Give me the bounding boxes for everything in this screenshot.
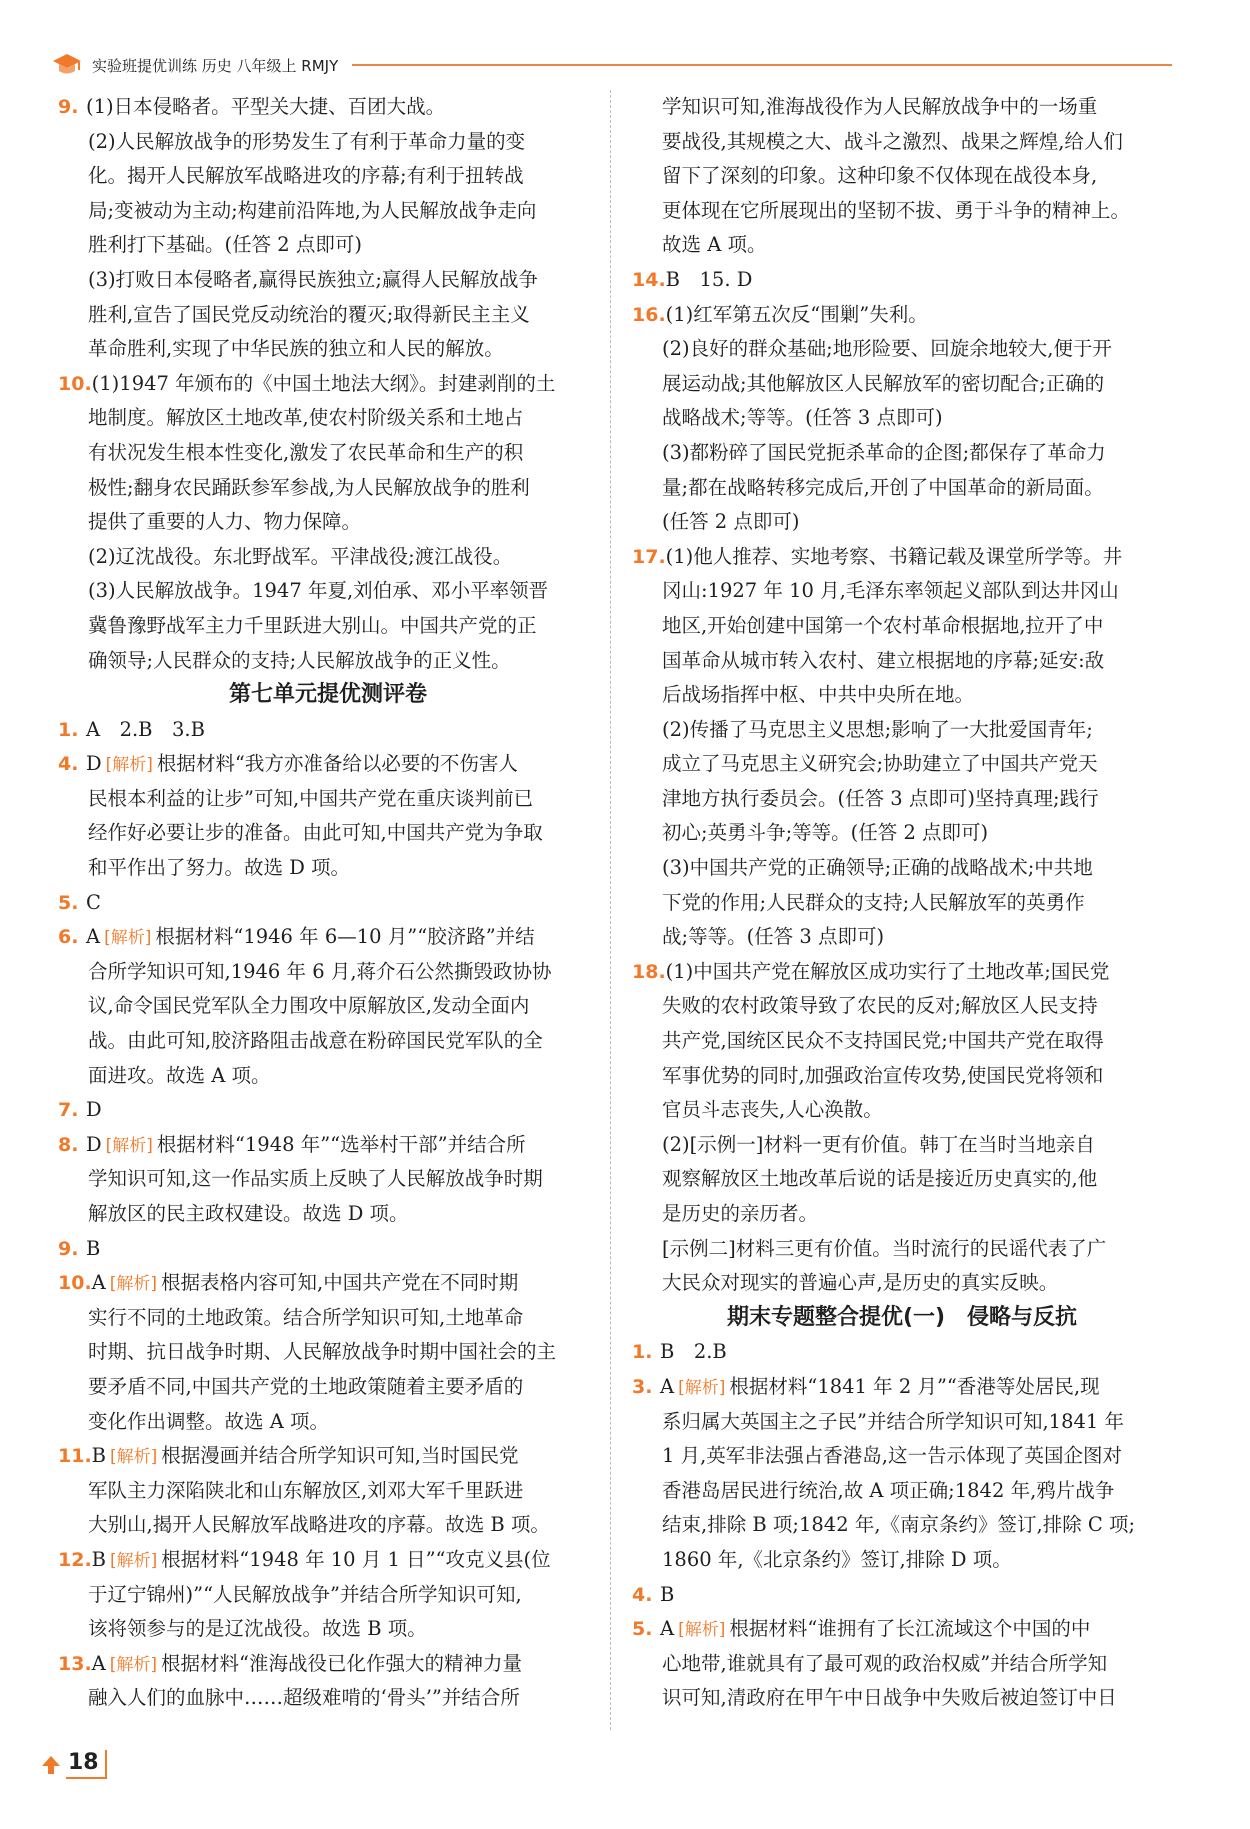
answer-text: A [91,1271,106,1295]
answer-text: 心地带,谁就具有了最可观的政治权威”并结合所学知 [662,1651,1108,1675]
analysis-tag: [解析] [110,1447,158,1468]
answer-text: 更体现在它所展现出的坚韧不拔、勇于斗争的精神上。 [662,198,1131,222]
answer-text: 极性;翻身农民踊跃参军参战,为人民解放战争的胜利 [88,475,530,499]
answer-text: (2)传播了马克思主义思想;影响了一大批爱国青年; [662,717,1093,741]
answer-text: 大民众对现实的普遍心声,是历史的真实反映。 [662,1271,1059,1295]
analysis-text: 根据材料“1948 年”“选举村干部”并结合所 [156,1132,526,1156]
answer-text: (任答 2 点即可) [662,510,800,534]
answer-text: 变化作出调整。故选 A 项。 [88,1409,329,1433]
answer-text: (1)红军第五次反“围剿”失利。 [665,302,928,326]
answer-line [58,194,598,229]
answer-line [632,713,1172,748]
answer-line [58,332,598,367]
answer-line [632,332,1172,367]
analysis-text: 根据材料“1948 年 10 月 1 日”“攻克义县(位 [161,1547,551,1571]
question-number: 11. [58,1445,92,1468]
answer-line [632,1266,1172,1301]
analysis-text: 根据材料“1946 年 6—10 月”“胶济路”并结 [155,925,535,949]
answer-line [58,1335,598,1370]
answer-item [632,955,1172,990]
header-rule [352,64,1172,66]
question-number: 5. [58,891,79,914]
answer-text: 官员斗志丧失,人心涣散。 [662,1098,883,1122]
answer-line [58,1301,598,1336]
answer-text: B [660,1582,675,1606]
question-number: 10. [58,372,92,395]
answer-text: B 2.B [660,1340,727,1364]
answer-line [58,401,598,436]
answer-text: 故选 A 项。 [662,233,767,257]
answer-text: 香港岛居民进行统治,故 A 项正确;1842 年,鸦片战争 [662,1478,1115,1502]
answer-text: 战略战术;等等。(任答 3 点即可) [662,406,943,430]
question-number: 4. [58,753,79,776]
question-number: 18. [632,960,666,983]
answer-item [58,1543,598,1578]
answer-line [632,1093,1172,1128]
answer-text: [示例二]材料三更有价值。当时流行的民谣代表了广 [662,1236,1107,1260]
answer-line [632,1405,1172,1440]
answer-text: (2)辽沈战役。东北野战军。平津战役;渡江战役。 [88,544,513,568]
analysis-text: 根据材料“我方亦准备给以必要的不伤害人 [156,752,518,776]
answer-text: 学知识可知,这一作品实质上反映了人民解放战争时期 [88,1167,543,1191]
answer-line [632,228,1172,263]
question-number: 14. [632,268,666,291]
answer-text: 留下了深刻的印象。这种印象不仅体现在战役本身, [662,164,1098,188]
analysis-tag: [解析] [104,928,152,949]
answer-line [58,298,598,333]
answer-text: 下党的作用;人民群众的支持;人民解放军的英勇作 [662,890,1085,914]
answer-item [632,1335,1172,1370]
answer-text: B [91,1444,107,1468]
question-number: 9. [58,96,79,118]
answer-line [632,1474,1172,1509]
answer-text: D [86,752,102,776]
up-arrow-icon [40,1754,62,1776]
answer-text: A [91,1651,106,1675]
answer-item [58,1232,598,1267]
question-number: 13. [58,1652,92,1675]
answer-line [58,471,598,506]
answer-text: B [86,1236,101,1260]
answer-text: (2)人民解放战争的形势发生了有利于革命力量的变 [88,129,526,153]
answer-line [58,540,598,575]
answer-text: 战。由此可知,胶济路阻击战意在粉碎国民党军队的全 [88,1029,543,1053]
answer-line [632,436,1172,471]
answer-text: 合所学知识可知,1946 年 6 月,蒋介石公然撕毁政协协 [88,959,552,983]
answer-line [58,263,598,298]
answer-text: 胜利,宣告了国民党反动统治的覆灭;取得新民主主义 [88,302,530,326]
answer-line [58,989,598,1024]
analysis-tag: [解析] [110,1550,158,1571]
answer-text: D [86,1098,102,1122]
answer-line [632,1162,1172,1197]
answer-text: 地制度。解放区土地改革,使农村阶级关系和土地占 [88,406,524,430]
answer-line [632,1681,1172,1716]
answer-line [632,471,1172,506]
answer-item [632,1578,1172,1613]
answer-text: A [86,925,101,949]
question-number: 1. [632,1341,653,1364]
answer-text: 津地方执行委员会。(任答 3 点即可)坚持真理;践行 [662,786,1099,810]
analysis-tag: [解析] [109,1654,158,1675]
answer-line [58,159,598,194]
question-number: 17. [632,545,666,568]
answer-text: (1)1947 年颁布的《中国土地法大纲》。封建剥削的土 [91,371,556,395]
answer-text: 是历史的亲历者。 [662,1202,819,1225]
answer-line [632,886,1172,921]
answer-text: 识可知,清政府在甲午中日战争中失败后被迫签订中日 [662,1686,1117,1710]
answer-text: 民根本利益的让步”可知,中国共产党在重庆谈判前已 [88,786,534,810]
answer-text: (1)中国共产党在解放区成功实行了土地改革;国民党 [665,959,1110,983]
answer-line [632,1647,1172,1682]
answer-item [58,1128,598,1163]
answer-line [632,90,1172,125]
answer-item [632,263,1172,298]
page-number-text: 18 [66,1750,107,1779]
answer-item [58,713,598,748]
answer-line [632,816,1172,851]
question-number: 6. [58,926,79,949]
answer-text: 局;变被动为主动;构建前沿阵地,为人民解放战争走向 [88,198,537,222]
answer-text: B 15. D [665,267,753,291]
analysis-text: 根据材料“淮海战役已化作强大的精神力量 [161,1651,523,1675]
answer-text: A [660,1374,675,1398]
answer-text: 学知识可知,淮海战役作为人民解放战争中的一场重 [662,95,1098,118]
answer-text: 实行不同的土地政策。结合所学知识可知,土地革命 [88,1305,524,1329]
answer-line [632,782,1172,817]
question-number: 16. [632,303,666,326]
question-number: 5. [632,1618,653,1641]
answer-item [632,298,1172,333]
answer-text: 要矛盾不同,中国共产党的土地政策随着主要矛盾的 [88,1374,524,1398]
answer-line [632,989,1172,1024]
answer-line [632,194,1172,229]
analysis-text: 根据材料“谁拥有了长江流域这个中国的中 [729,1617,1091,1641]
section-title: 第七单元提优测评卷 [228,682,427,708]
header-title: 实验班提优训练 历史 八年级上 RMJY [92,56,339,75]
answer-line [632,1543,1172,1578]
answer-line [632,125,1172,160]
question-number: 12. [58,1548,92,1571]
answer-text: 确领导;人民群众的支持;人民解放战争的正义性。 [88,648,511,672]
question-number: 3. [632,1375,653,1398]
answer-text: 时期、抗日战争时期、人民解放战争时期中国社会的主 [88,1340,557,1364]
answer-line [58,125,598,160]
answer-line [58,1162,598,1197]
answer-line [58,1370,598,1405]
answer-text: 面进攻。故选 A 项。 [88,1063,271,1087]
answer-text: 成立了马克思主义研究会;协助建立了中国共产党天 [662,752,1098,776]
answer-item [58,920,598,955]
answer-line [58,1474,598,1509]
answer-line [632,401,1172,436]
answer-line [632,159,1172,194]
answer-line [632,920,1172,955]
answer-item [632,1612,1172,1647]
section-title: 期末专题整合提优(一) 侵略与反抗 [726,1304,1078,1330]
page-header [52,48,1172,82]
answer-text: 该将领参与的是辽沈战役。故选 B 项。 [88,1617,427,1641]
answer-text: 1 月,英军非法强占香港岛,这一告示体现了英国企图对 [662,1444,1123,1468]
answer-item [58,1647,598,1682]
answer-text: 结束,排除 B 项;1842 年,《南京条约》签订,排除 C 项; [662,1513,1136,1537]
answer-text: (3)中国共产党的正确领导;正确的战略战术;中共地 [662,856,1093,880]
answer-text: 初心;英勇斗争;等等。(任答 2 点即可) [662,821,989,845]
answer-text: 系归属大英国主之子民”并结合所学知识可知,1841 年 [662,1409,1124,1433]
answer-text: 冈山:1927 年 10 月,毛泽东率领起义部队到达井冈山 [662,579,1119,603]
answer-line [58,1681,598,1716]
analysis-tag: [解析] [109,1274,158,1295]
answer-line [58,851,598,886]
answer-line [58,436,598,471]
answer-line [632,1439,1172,1474]
answer-text: C [86,890,101,914]
answer-text: (3)人民解放战争。1947 年夏,刘伯承、邓小平率领晋 [88,579,549,603]
answer-line [58,1024,598,1059]
answer-item [58,747,598,782]
answer-text: A 2.B 3.B [86,717,205,741]
answer-line [632,1232,1172,1267]
answer-line [632,609,1172,644]
answer-text: 1860 年,《北京条约》签订,排除 D 项。 [662,1547,1012,1571]
question-number: 10. [58,1272,92,1295]
analysis-tag: [解析] [678,1620,726,1641]
analysis-tag: [解析] [105,1135,153,1156]
analysis-tag: [解析] [105,755,153,776]
column-divider [610,90,611,1730]
answer-text: (1)日本侵略者。平型关大捷、百团大战。 [86,95,446,118]
answer-text: 失败的农村政策导致了农民的反对;解放区人民支持 [662,994,1098,1018]
answer-item [58,1093,598,1128]
answer-line [632,505,1172,540]
answer-text: 要战役,其规模之大、战斗之激烈、战果之辉煌,给人们 [662,129,1123,153]
answer-text: B [91,1547,107,1571]
question-number: 4. [632,1583,653,1606]
answer-text: A [660,1617,675,1641]
answer-text: (3)都粉碎了国民党扼杀革命的企图;都保存了革命力 [662,440,1106,464]
question-number: 1. [58,718,79,741]
answer-line [58,505,598,540]
analysis-tag: [解析] [678,1377,726,1398]
answer-line [58,1405,598,1440]
answer-line [58,955,598,990]
answer-text: 冀鲁豫野战军主力千里跃进大别山。中国共产党的正 [88,613,537,637]
answer-line [632,367,1172,402]
answer-text: 经作好必要让步的准备。由此可知,中国共产党为争取 [88,821,543,845]
answer-line [58,1612,598,1647]
answer-line [58,816,598,851]
page-number [40,1750,107,1779]
answer-text: 观察解放区土地改革后说的话是接近历史真实的,他 [662,1167,1098,1191]
answer-line [632,851,1172,886]
answer-text: 胜利打下基础。(任答 2 点即可) [88,233,363,257]
answer-item [632,540,1172,575]
answer-text: 军事优势的同时,加强政治宣传攻势,使国民党将领和 [662,1063,1104,1087]
answer-item [58,886,598,921]
answer-line [632,747,1172,782]
answer-line [632,1059,1172,1094]
answer-item [58,367,598,402]
answer-text: 地区,开始创建中国第一个农村革命根据地,拉开了中 [662,613,1104,637]
left-column [58,90,598,1716]
answer-text: 于辽宁锦州)”“人民解放战争”并结合所学知识可知, [88,1582,522,1606]
answer-line [58,574,598,609]
right-column [632,90,1172,1716]
answer-text: 量;都在战略转移完成后,开创了中国革命的新局面。 [662,475,1104,499]
answer-text: (2)[示例一]材料一更有价值。韩丁在当时当地亲自 [662,1132,1095,1156]
answer-text: 展运动战;其他解放区人民解放军的密切配合;正确的 [662,371,1105,395]
answer-line [632,1128,1172,1163]
question-number: 9. [58,1237,79,1260]
answer-item [632,1370,1172,1405]
answer-text: 有状况发生根本性变化,激发了农民革命和生产的积 [88,440,524,464]
question-number: 7. [58,1099,79,1122]
answer-line [632,1024,1172,1059]
answer-text: 融入人们的血脉中……超级难啃的‘骨头’”并结合所 [88,1686,520,1710]
answer-text: 国革命从城市转入农村、建立根据地的序幕;延安:敌 [662,648,1105,672]
answer-text: 议,命令国民党军队全力围攻中原解放区,发动全面内 [88,994,530,1018]
answer-line [58,782,598,817]
answer-line [632,574,1172,609]
analysis-text: 根据漫画并结合所学知识可知,当时国民党 [161,1444,519,1468]
answer-line [632,644,1172,679]
answer-line [58,1578,598,1613]
answer-text: 战;等等。(任答 3 点即可) [662,925,885,949]
answer-line [58,1508,598,1543]
answer-line [58,644,598,679]
answer-text: (2)良好的群众基础;地形险要、回旋余地较大,便于开 [662,337,1112,361]
answer-text: 提供了重要的人力、物力保障。 [88,510,362,534]
answer-text: 革命胜利,实现了中华民族的独立和人民的解放。 [88,337,504,361]
answer-text: (3)打败日本侵略者,赢得民族独立;赢得人民解放战争 [88,267,538,291]
answer-text: (1)他人推荐、实地考察、书籍记载及课堂所学等。井 [665,544,1123,568]
answer-text: 和平作出了努力。故选 D 项。 [88,856,351,880]
analysis-text: 根据材料“1841 年 2 月”“香港等处居民,现 [729,1374,1100,1398]
answer-line [58,1059,598,1094]
answer-line [58,609,598,644]
answer-line [58,1197,598,1232]
question-number: 8. [58,1133,79,1156]
answer-text: 解放区的民主政权建设。故选 D 项。 [88,1202,409,1225]
answer-item [58,1266,598,1301]
analysis-text: 根据表格内容可知,中国共产党在不同时期 [161,1271,519,1295]
answer-item [58,90,598,125]
answer-text: 军队主力深陷陕北和山东解放区,刘邓大军千里跃进 [88,1478,524,1502]
answer-item [58,1439,598,1474]
answer-text: 共产党,国统区民众不支持国民党;中国共产党在取得 [662,1029,1104,1053]
answer-line [58,228,598,263]
graduation-cap-icon [52,52,82,78]
answer-line [632,1508,1172,1543]
answer-text: D [86,1132,102,1156]
answer-text: 后战场指挥中枢、中共中央所在地。 [662,683,975,707]
answer-text: 化。揭开人民解放军战略进攻的序幕;有利于扭转战 [88,164,524,188]
answer-text: 大别山,揭开人民解放军战略进攻的序幕。故选 B 项。 [88,1513,550,1537]
answer-line [632,1197,1172,1232]
answer-line [632,678,1172,713]
